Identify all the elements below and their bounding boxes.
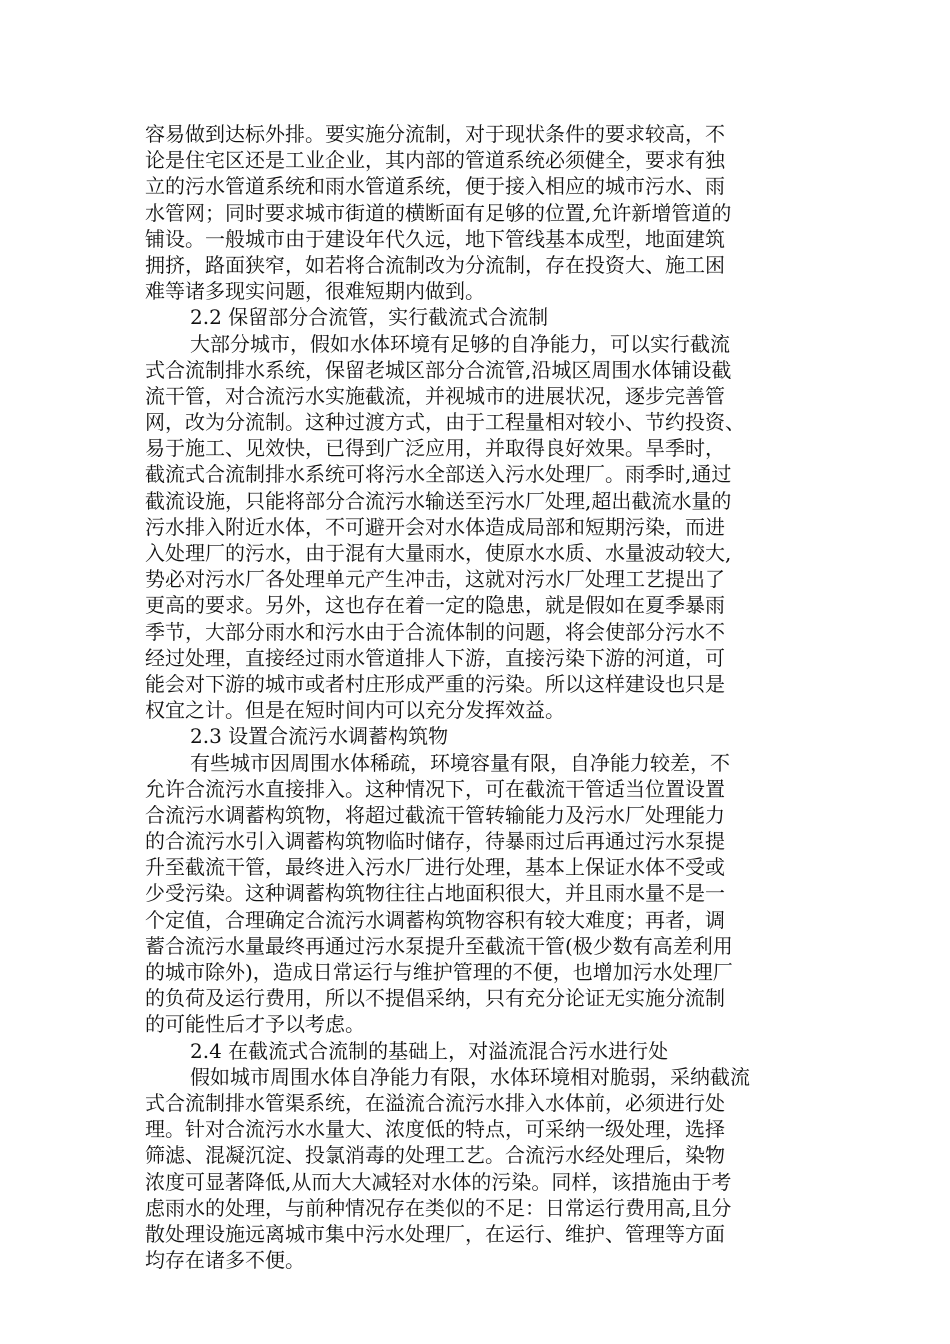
text-line: 污水排入附近水体，不可避开会对水体造成局部和短期污染，而进 [145, 514, 725, 539]
text-line: 允许合流污水直接排入。这种情况下，可在截流干管适当位置设置 [145, 776, 725, 801]
text-line: 截流式合流制排水系统可将污水全部送入污水处理厂。雨季时,通过 [145, 462, 732, 487]
text-line: 水管网；同时要求城市街道的横断面有足够的位置,允许新增管道的 [145, 200, 732, 225]
text-line: 假如城市周围水体自净能力有限，水体环境相对脆弱，采纳截流 [190, 1064, 750, 1089]
text-line: 式合流制排水管渠系统，在溢流合流污水排入水体前，必须进行处 [145, 1090, 725, 1115]
text-line: 蓄合流污水量最终再通过污水泵提升至截流干管(极少数有高差利用 [145, 933, 733, 958]
text-line: 的负荷及运行费用，所以不提倡采纳，只有充分论证无实施分流制 [145, 986, 725, 1011]
text-line: 难等诸多现实问题，很难短期内做到。 [145, 279, 485, 304]
text-line: 散处理设施远离城市集中污水处理厂，在运行、维护、管理等方面 [145, 1221, 725, 1246]
text-line: 升至截流干管，最终进入污水厂进行处理，基本上保证水体不受或 [145, 855, 725, 880]
text-line: 2.3 设置合流污水调蓄构筑物 [190, 724, 449, 749]
text-line: 的城市除外)，造成日常运行与维护管理的不便，也增加污水处理厂 [145, 960, 733, 984]
text-line: 势必对污水厂各处理单元产生冲击，这就对污水厂处理工艺提出了 [145, 567, 725, 592]
document-page [145, 121, 795, 1273]
text-line: 的合流污水引入调蓄构筑物临时储存，待暴雨过后再通过污水泵提 [145, 829, 725, 854]
text-line: 虑雨水的处理，与前种情况存在类似的不足：日常运行费用高,且分 [145, 1195, 732, 1220]
text-line: 入处理厂的污水，由于混有大量雨水，使原水水质、水量波动较大, [145, 541, 732, 565]
text-line: 均存在诸多不便。 [145, 1248, 305, 1273]
text-line: 大部分城市，假如水体环境有足够的自净能力，可以实行截流 [190, 331, 730, 356]
text-line: 2.2 保留部分合流管，实行截流式合流制 [190, 305, 549, 330]
text-line: 流干管，对合流污水实施截流，并视城市的进展状况，逐步完善管 [145, 383, 725, 408]
text-line: 理。针对合流污水水量大、浓度低的特点，可采纳一级处理，选择 [145, 1117, 725, 1142]
text-line: 有些城市因周围水体稀疏，环境容量有限，自净能力较差，不 [190, 750, 730, 775]
text-line: 个定值，合理确定合流污水调蓄构筑物容积有较大难度；再者，调 [145, 907, 725, 932]
text-line: 立的污水管道系统和雨水管道系统，便于接入相应的城市污水、雨 [145, 174, 725, 199]
text-line: 易于施工、见效快，已得到广泛应用，并取得良好效果。旱季时， [145, 436, 725, 461]
text-line: 经过处理，直接经过雨水管道排人下游，直接污染下游的河道，可 [145, 645, 725, 670]
text-line: 季节，大部分雨水和污水由于合流体制的问题，将会使部分污水不 [145, 619, 725, 644]
text-line: 少受污染。这种调蓄构筑物往往占地面积很大，并且雨水量不是一 [145, 881, 725, 906]
text-line: 合流污水调蓄构筑物，将超过截流干管转输能力及污水厂处理能力 [145, 802, 725, 827]
text-line: 能会对下游的城市或者村庄形成严重的污染。所以这样建设也只是 [145, 671, 725, 696]
text-line: 截流设施，只能将部分合流污水输送至污水厂处理,超出截流水量的 [145, 488, 732, 513]
text-line: 更高的要求。另外，这也存在着一定的隐患，就是假如在夏季暴雨 [145, 593, 725, 618]
text-line: 容易做到达标外排。要实施分流制，对于现状条件的要求较高，不 [145, 122, 725, 146]
text-line: 的可能性后才予以考虑。 [145, 1012, 365, 1037]
text-line: 拥挤，路面狭窄，如若将合流制改为分流制，存在投资大、施工困 [145, 252, 725, 277]
text-line: 权宜之计。但是在短时间内可以充分发挥效益。 [145, 698, 565, 723]
text-line: 2.4 在截流式合流制的基础上，对溢流混合污水进行处 [190, 1038, 669, 1063]
text-line: 网，改为分流制。这种过渡方式，由于工程量相对较小、节约投资、 [145, 410, 745, 435]
text-line: 浓度可显著降低,从而大大减轻对水体的污染。同样，该措施由于考 [145, 1169, 732, 1194]
text-line: 铺设。一般城市由于建设年代久远，地下管线基本成型，地面建筑 [145, 226, 725, 251]
text-line: 式合流制排水系统，保留老城区部分合流管,沿城区周围水体铺设截 [145, 357, 732, 382]
text-line: 论是住宅区还是工业企业，其内部的管道系统必须健全，要求有独 [145, 148, 725, 173]
text-line: 筛滤、混凝沉淀、投氯消毒的处理工艺。合流污水经处理后，染物 [145, 1143, 725, 1168]
